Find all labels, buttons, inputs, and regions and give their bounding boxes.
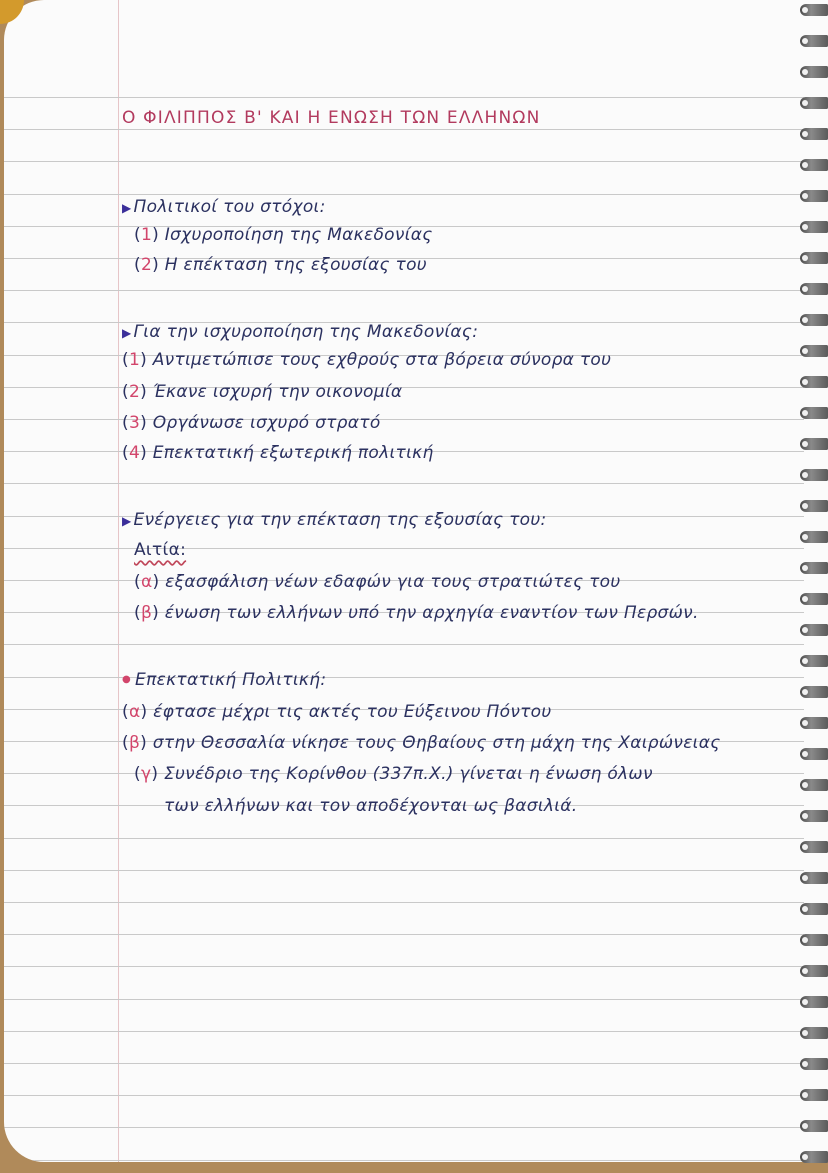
ruled-line	[4, 644, 804, 645]
spiral-ring-icon	[800, 872, 828, 884]
ruled-line	[4, 838, 804, 839]
spiral-ring-icon	[800, 748, 828, 760]
spiral-ring-icon	[800, 252, 828, 264]
spiral-binding	[788, 0, 828, 1173]
section-heading-expansion-actions: ▶ Ενέργειες για την επέκταση της εξουσίας του:	[122, 510, 547, 530]
ruled-line	[4, 483, 804, 484]
spiral-ring-icon	[800, 531, 828, 543]
spiral-ring-icon	[800, 314, 828, 326]
spiral-ring-icon	[800, 35, 828, 47]
spiral-ring-icon	[800, 655, 828, 667]
ruled-line	[4, 1095, 804, 1096]
spiral-ring-icon	[800, 717, 828, 729]
list-item: (β) στην Θεσσαλία νίκησε τους Θηβαίους στη μάχη της Χαιρώνειας	[122, 733, 721, 753]
triangle-bullet-icon: ▶	[122, 201, 132, 215]
ruled-line	[4, 290, 804, 291]
dot-bullet-icon: ●	[122, 674, 132, 685]
spiral-ring-icon	[800, 66, 828, 78]
spiral-ring-icon	[800, 283, 828, 295]
spiral-ring-icon	[800, 934, 828, 946]
list-item: (4) Επεκτατική εξωτερική πολιτική	[122, 443, 434, 463]
ruled-line	[4, 194, 804, 195]
list-item: (3) Οργάνωσε ισχυρό στρατό	[122, 413, 381, 433]
spiral-ring-icon	[800, 686, 828, 698]
spiral-ring-icon	[800, 1120, 828, 1132]
ruled-line	[4, 934, 804, 935]
section-heading-expansionist-policy: ● Επεκτατική Πολιτική:	[122, 670, 327, 690]
spiral-ring-icon	[800, 841, 828, 853]
spiral-ring-icon	[800, 128, 828, 140]
spiral-ring-icon	[800, 1151, 828, 1163]
list-item: (1) Αντιμετώπισε τους εχθρούς στα βόρεια σύνορα του	[122, 350, 612, 370]
spiral-ring-icon	[800, 1058, 828, 1070]
ruled-line	[4, 1031, 804, 1032]
spiral-ring-icon	[800, 562, 828, 574]
spiral-ring-icon	[800, 221, 828, 233]
spiral-ring-icon	[800, 624, 828, 636]
ruled-line	[4, 161, 804, 162]
ruled-line	[4, 870, 804, 871]
ruled-line	[4, 1160, 804, 1161]
ruled-line	[4, 999, 804, 1000]
spiral-ring-icon	[800, 376, 828, 388]
notebook-page	[4, 0, 828, 1162]
list-item: (β) ένωση των ελλήνων υπό την αρχηγία εναντίον των Περσών.	[134, 603, 699, 623]
subheading-cause: Αιτία:	[134, 540, 187, 560]
ruled-line	[4, 548, 804, 549]
list-item: (γ) Συνέδριο της Κορίνθου (337π.Χ.) γίνεται η ένωση όλων	[134, 764, 653, 784]
ruled-line	[4, 129, 804, 130]
ruled-line	[4, 1127, 804, 1128]
triangle-bullet-icon: ▶	[122, 326, 132, 340]
spiral-ring-icon	[800, 97, 828, 109]
page-title: Ο ΦΙΛΙΠΠΟΣ Β' ΚΑΙ Η ΕΝΩΣΗ ΤΩΝ ΕΛΛΗΝΩΝ	[122, 108, 541, 128]
list-item: (2) Η επέκταση της εξουσίας του	[134, 255, 427, 275]
spiral-ring-icon	[800, 810, 828, 822]
section-heading-goals: ▶ Πολιτικοί του στόχοι:	[122, 197, 326, 217]
spiral-ring-icon	[800, 996, 828, 1008]
spiral-ring-icon	[800, 159, 828, 171]
spiral-ring-icon	[800, 1027, 828, 1039]
spiral-ring-icon	[800, 1089, 828, 1101]
ruled-line	[4, 97, 804, 98]
spiral-ring-icon	[800, 407, 828, 419]
spiral-ring-icon	[800, 903, 828, 915]
spiral-ring-icon	[800, 965, 828, 977]
spiral-ring-icon	[800, 779, 828, 791]
spiral-ring-icon	[800, 500, 828, 512]
spiral-ring-icon	[800, 4, 828, 16]
list-item: (α) εξασφάλιση νέων εδαφών για τους στρατιώτες του	[134, 572, 621, 592]
ruled-line	[4, 902, 804, 903]
list-item: (α) έφτασε μέχρι τις ακτές του Εύξεινου Πόντου	[122, 702, 552, 722]
list-item: (1) Ισχυροποίηση της Μακεδονίας	[134, 225, 433, 245]
spiral-ring-icon	[800, 438, 828, 450]
spiral-ring-icon	[800, 190, 828, 202]
ruled-line	[4, 966, 804, 967]
triangle-bullet-icon: ▶	[122, 514, 132, 528]
spiral-ring-icon	[800, 345, 828, 357]
spiral-ring-icon	[800, 593, 828, 605]
ruled-line	[4, 1063, 804, 1064]
spiral-ring-icon	[800, 469, 828, 481]
list-item: (2) Έκανε ισχυρή την οικονομία	[122, 382, 403, 402]
section-heading-strengthening: ▶ Για την ισχυροποίηση της Μακεδονίας:	[122, 322, 479, 342]
list-item-continuation: των ελλήνων και τον αποδέχονται ως βασιλιά.	[164, 796, 578, 816]
